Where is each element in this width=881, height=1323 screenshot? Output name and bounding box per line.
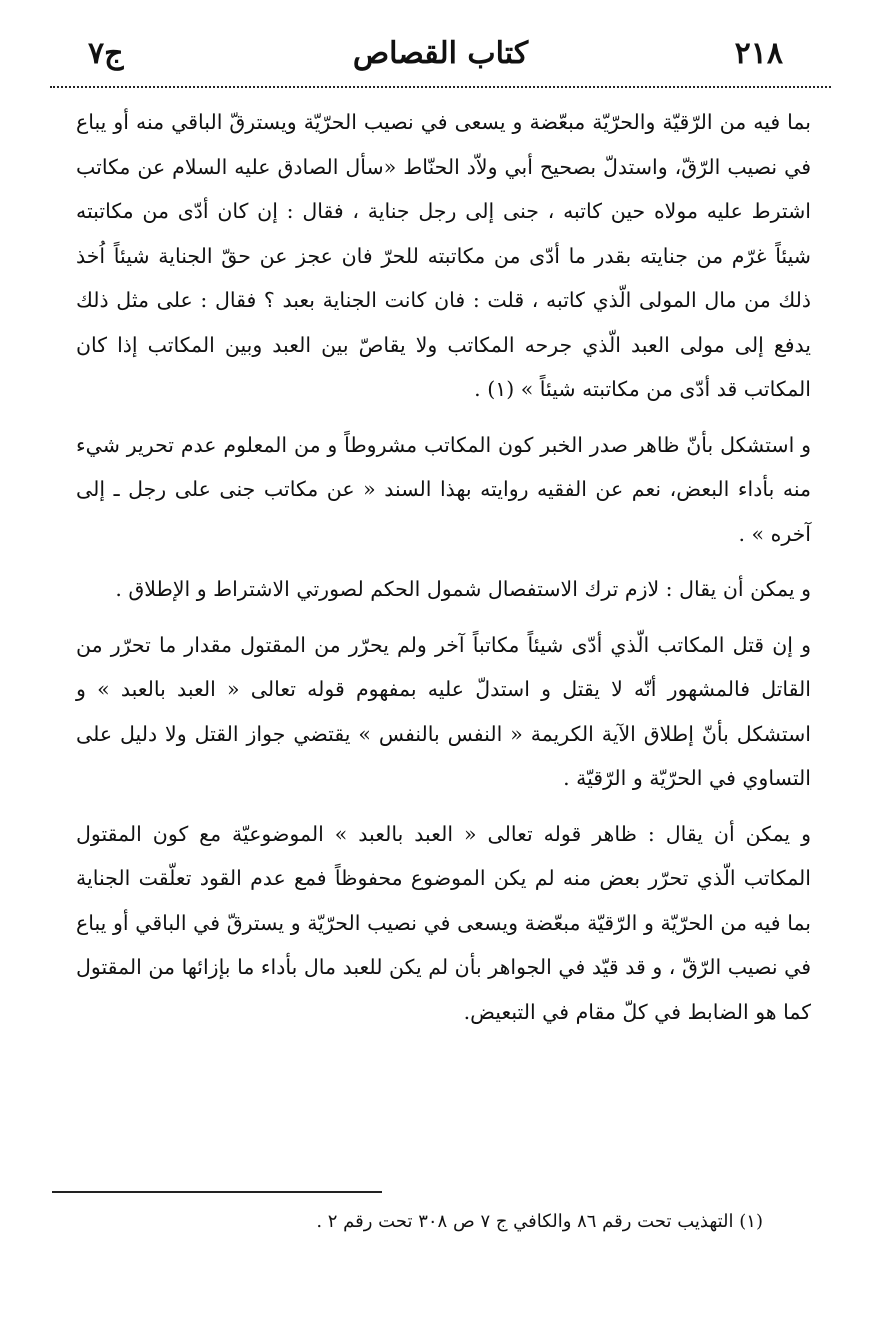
running-title: كتاب القصاص <box>352 36 529 71</box>
paragraph: و إن قتل المكاتب الّذي أدّى شيئاً مكاتباً آخر ولم يحرّر من المقتول مقدار ما تحرّر من القاتل فالمشهور أنّه لا يقتل و استدلّ عليه بمفهوم قوله تعالى « العبد بالعبد » و استشكل بأنّ إطلاق الآية الكريمة « النفس بالنفس » يقتضي جواز القتل ولا دليل على التساوي في الحرّيّة و الرّقيّة . <box>76 632 811 790</box>
main-text <box>76 100 811 1045</box>
footnote: (١) التهذيب تحت رقم ٨٦ والكافي ج ٧ ص ٣٠٨ تحت رقم ٢ . <box>316 1211 763 1232</box>
page-number: ٢١٨ <box>734 36 783 71</box>
page-header <box>50 34 831 84</box>
header-dotted-rule <box>50 86 831 88</box>
paragraph: و يمكن أن يقال : ظاهر قوله تعالى « العبد بالعبد » الموضوعيّة مع كون المقتول المكاتب الّذي تحرّر بعض منه لم يكن الموضوع محفوظاً فمع عدم القود تعلّقت الجناية بما فيه من الحرّيّة و الرّقيّة مبعّضة ويسعى في نصيب الحرّيّة و يسترقّ في الباقي أو يباع في نصيب الرّقّ ، و قد قيّد في الجواهر بأن لم يكن للعبد مال بأداء ما بإزائها من المقتول كما هو الضابط في كلّ مقام في التبعيض. <box>76 821 811 1024</box>
volume-label: ج٧ <box>88 36 124 71</box>
paragraph: و استشكل بأنّ ظاهر صدر الخبر كون المكاتب مشروطاً و من المعلوم عدم تحرير شيء منه بأداء البعض، نعم عن الفقيه روايته بهذا السند « عن مكاتب جنى على رجل ـ إلى آخره » . <box>76 432 811 546</box>
paragraph: بما فيه من الرّقيّة والحرّيّة مبعّضة و يسعى في نصيب الحرّيّة ويسترقّ الباقي منه أو يباع في نصيب الرّقّ، واستدلّ بصحيح أبي ولاّد الحنّاط «سأل الصادق عليه السلام عن مكاتب اشترط عليه مولاه حين كاتبه ، جنى إلى رجل جناية ، فقال : إن كان أدّى من مكاتبته شيئاً غرّم من جنايته بقدر ما أدّى من مكاتبته للحرّ فان عجز عن حقّ الجناية شيئاً اُخذ ذلك من مال المولى الّذي كاتبه ، قلت : فان كانت الجناية بعبد ؟ فقال : على مثل ذلك يدفع إلى مولى العبد الّذي جرحه المكاتب ولا يقاصّ بين العبد وبين المكاتب إذا كان المكاتب قد أدّى من مكاتبته شيئاً » (١) . <box>76 110 811 401</box>
footnote-divider <box>52 1191 382 1193</box>
paragraph: و يمكن أن يقال : لازم ترك الاستفصال شمول الحكم لصورتي الاشتراط و الإطلاق . <box>115 577 811 601</box>
